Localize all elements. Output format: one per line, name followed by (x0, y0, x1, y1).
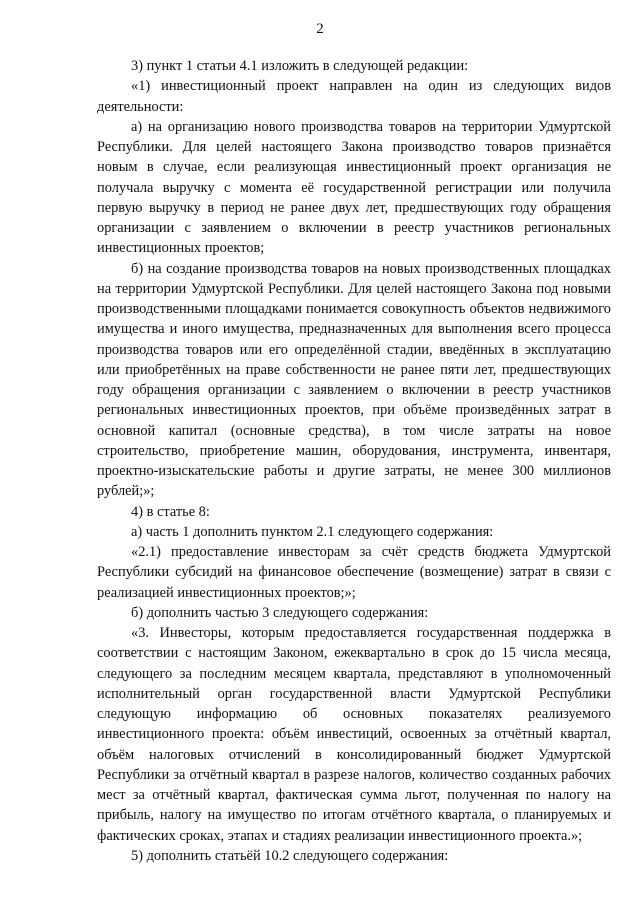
document-body (97, 56, 611, 866)
paragraph-item-4a: а) часть 1 дополнить пунктом 2.1 следующего содержания: (131, 523, 494, 540)
paragraph-subitem-b: б) на создание производства товаров на новых производственных площадках на территории Удмуртской Республики. Для целей настоящего Закона под новыми производственными площадками понимается совокупность объектов недвижимого имущества и иного имущества, предназначенных для выполнения всего процесса производства товаров или его определённой стадии, введённых в эксплуатацию или приобретённых на праве собственности не ранее пяти лет, предшествующих году обращения организации с заявлением о включении в реестр участников региональных инвестиционных проектов, при объёме произведённых затрат в основной капитал (основные средства), в том числе затраты на новое строительство, приобретение машин, оборудования, инструмента, инвентаря, проектно-изыскательские работы и другие затраты, не менее 300 миллионов рублей;»; (97, 260, 611, 500)
page-number: 2 (316, 21, 324, 37)
paragraph-item-4: 4) в статье 8: (131, 503, 210, 520)
paragraph-quote-1: «1) инвестиционный проект направлен на один из следующих видов деятельности: (97, 78, 611, 115)
paragraph-quote-3: «3. Инвесторы, которым предоставляется государственная поддержка в соответствии с настоящим Законом, ежеквартально в срок до 15 числа месяца, следующего за последним месяцем квартала, представляют в уполномоченный исполнительный орган государственной власти Удмуртской Республики следующую информацию об основных показателях реализуемого инвестиционного проекта: объём инвестиций, освоенных за отчётный квартал, объём налоговых отчислений в консолидированный бюджет Удмуртской Республики за отчётный квартал в разрезе налогов, количество созданных рабочих мест за отчётный квартал, фактическая сумма льгот, полученная по налогу на прибыль, налогу на имущество по итогам отчётного квартала, о планируемых и фактических сроках, этапах и стадиях реализации инвестиционного проекта.»; (97, 625, 611, 844)
paragraph-item-3: 3) пункт 1 статьи 4.1 изложить в следующей редакции: (131, 58, 469, 74)
paragraph-item-5: 5) дополнить статьёй 10.2 следующего содержания: (131, 847, 449, 864)
paragraph-item-4b: б) дополнить частью 3 следующего содержания: (131, 604, 429, 621)
paragraph-subitem-a: а) на организацию нового производства товаров на территории Удмуртской Республики. Для целей настоящего Закона производство товаров признаётся новым в случае, если реализующая инвестиционный проект организация не получала выручку с момента её государственной регистрации или получила первую выручку в период не ранее двух лет, предшествующих году обращения организации с заявлением о включении в реестр участников региональных инвестиционных проектов; (97, 118, 611, 257)
paragraph-quote-2-1: «2.1) предоставление инвесторам за счёт средств бюджета Удмуртской Республики субсидий на финансовое обеспечение (возмещение) затрат в связи с реализацией инвестиционных проектов;»; (97, 544, 611, 601)
